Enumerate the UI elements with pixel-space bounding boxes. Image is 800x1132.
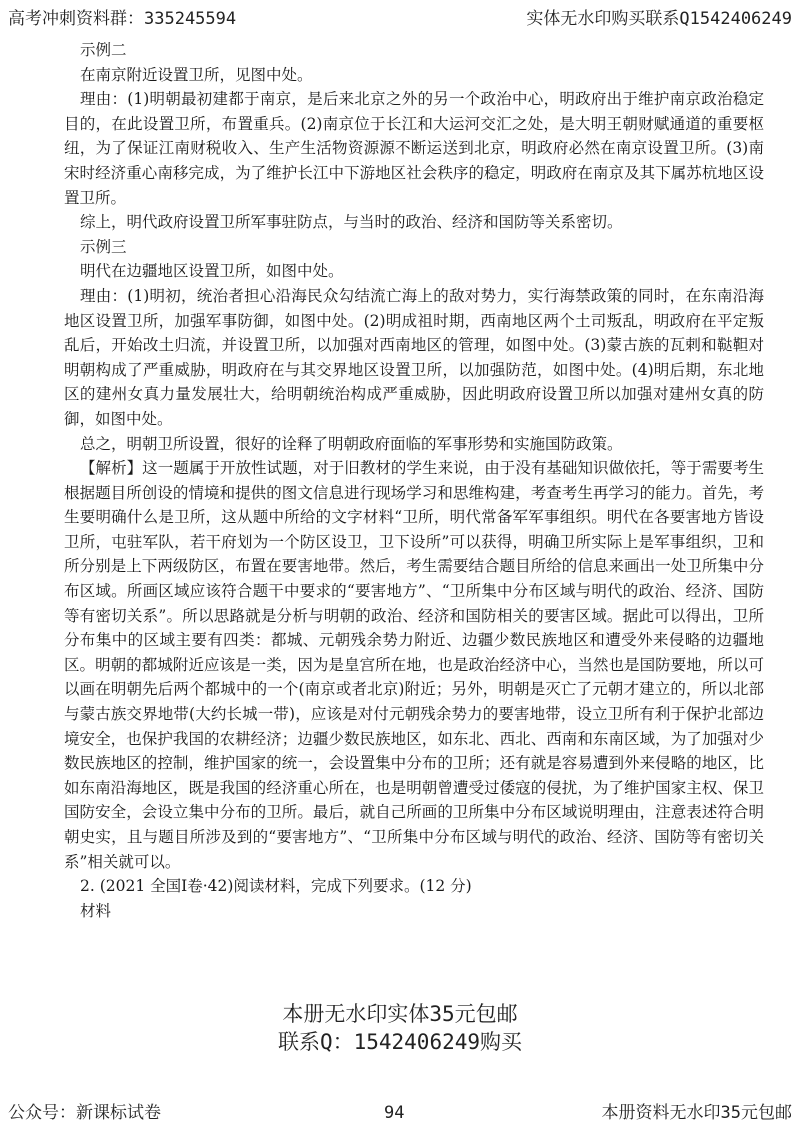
example-two-heading: 示例二	[80, 41, 127, 59]
example-three-summary: 总之，明朝卫所设置，很好的诠释了明朝政府面临的军事形势和实施国防政策。	[80, 434, 623, 453]
example-two-summary: 综上，明代政府设置卫所军事驻防点，与当时的政治、经济和国防等关系密切。	[80, 213, 623, 232]
document-body	[64, 38, 764, 923]
example-three-reasons: 理由：(1)明初，统治者担心沿海民众勾结流亡海上的敌对势力，实行海禁政策的同时，在东南沿海地区设置卫所，加强军事防御，如图中处。(2)明成祖时期，西南地区两个土司叛乱，明政府在平定叛乱后，开始改土归流，并设置卫所，以加强对西南地区的管理，如图中处。(3)蒙古族的瓦剌和鞑靼对明朝构成了严重威胁，明政府在与其交界地区设置卫所，以加强防范，如图中处。(4)明后期，东北地区的建州女真力量发展壮大，给明朝统治构成严重威胁，因此明政府设置卫所以加强对建州女真的防御，如图中处。	[64, 286, 764, 428]
example-three-heading: 示例三	[80, 237, 127, 256]
material-label: 材料	[80, 901, 112, 920]
header-group-info: 高考冲刺资料群：335245594	[8, 9, 237, 29]
footer-ad: 本册资料无水印35元包邮	[601, 1103, 792, 1123]
question-two-heading: 2. (2021 全国I卷·42)阅读材料，完成下列要求。(12 分)	[80, 877, 472, 896]
page-footer	[0, 1100, 800, 1126]
watermark-ad-line-1: 本册无水印实体35元包邮	[282, 1002, 518, 1026]
analysis-paragraph: 【解析】这一题属于开放性试题，对于旧教材的学生来说，由于没有基础知识做依托，等于需要考生根据题目所创设的情境和提供的图文信息进行现场学习和思维构建，考查考生再学习的能力。首先，考生要明确什么是卫所，这从题中所给的文字材料“卫所，明代常备军军事组织。明代在各要害地方皆设卫所，屯驻军队，若干府划为一个防区设卫，卫下设所”可以获得，明确卫所实际上是军事组织，卫和所分别是上下两级防区，布置在要害地带。然后，考生需要结合题目所给的信息来画出一处卫所集中分布区域。所画区域应该符合题干中要求的“要害地方”、“卫所集中分布区域与明代的政治、经济、国防等有密切关系”。所以思路就是分析与明朝的政治、经济和国防相关的要害区域。据此可以得出，卫所分布集中的区域主要有四类：都城、元朝残余势力附近、边疆少数民族地区和遭受外来侵略的边疆地区。明朝的都城附近应该是一类，因为是皇宫所在地，也是政治经济中心，当然也是国防要地，所以可以画在明朝先后两个都城中的一个(南京或者北京)附近；另外，明朝是灭亡了元朝才建立的，所以北部与蒙古族交界地带(大约长城一带)，应该是对付元朝残余势力的要害地带，设立卫所有利于保护北部边境安全，也保护我国的农耕经济；边疆少数民族地区，如东北、西北、西南和东南区域，为了加强对少数民族地区的控制，维护国家的统一，会设置集中分布的卫所；还有就是容易遭到外来侵略的地区，比如东南沿海地区，既是我国的经济重心所在，也是明朝曾遭受过倭寇的侵扰，为了维护国家主权、保卫国防安全，会设立集中分布的卫所。最后，就自己所画的卫所集中分布区域说明理由，注意表述符合明朝史实，且与题目所涉及到的“要害地方”、“卫所集中分布区域与明代的政治、经济、国防等有密切关系”相关就可以。	[64, 459, 764, 871]
header-purchase-info: 实体无水印购买联系Q1542406249	[526, 9, 792, 29]
footer-account: 公众号：新课标试卷	[8, 1103, 161, 1123]
page-header	[0, 4, 800, 34]
watermark-ad-line-2: 联系Q：1542406249购买	[277, 1030, 523, 1054]
example-two-reasons: 理由：(1)明朝最初建都于南京，是后来北京之外的另一个政治中心，明政府出于维护南京政治稳定目的，在此设置卫所，布置重兵。(2)南京位于长江和大运河交汇之处，是大明王朝财赋通道的重要枢纽，为了保证江南财税收入、生产生活物资源源不断运送到北京，明政府必然在南京设置卫所。(3)南宋时经济重心南移完成，为了维护长江中下游地区社会秩序的稳定，明政府在南京及其下属苏杭地区设置卫所。	[64, 90, 764, 207]
page-number: 94	[384, 1103, 405, 1123]
example-two-statement: 在南京附近设置卫所，见图中处。	[80, 65, 313, 84]
example-three-statement: 明代在边疆地区设置卫所，如图中处。	[80, 262, 344, 281]
